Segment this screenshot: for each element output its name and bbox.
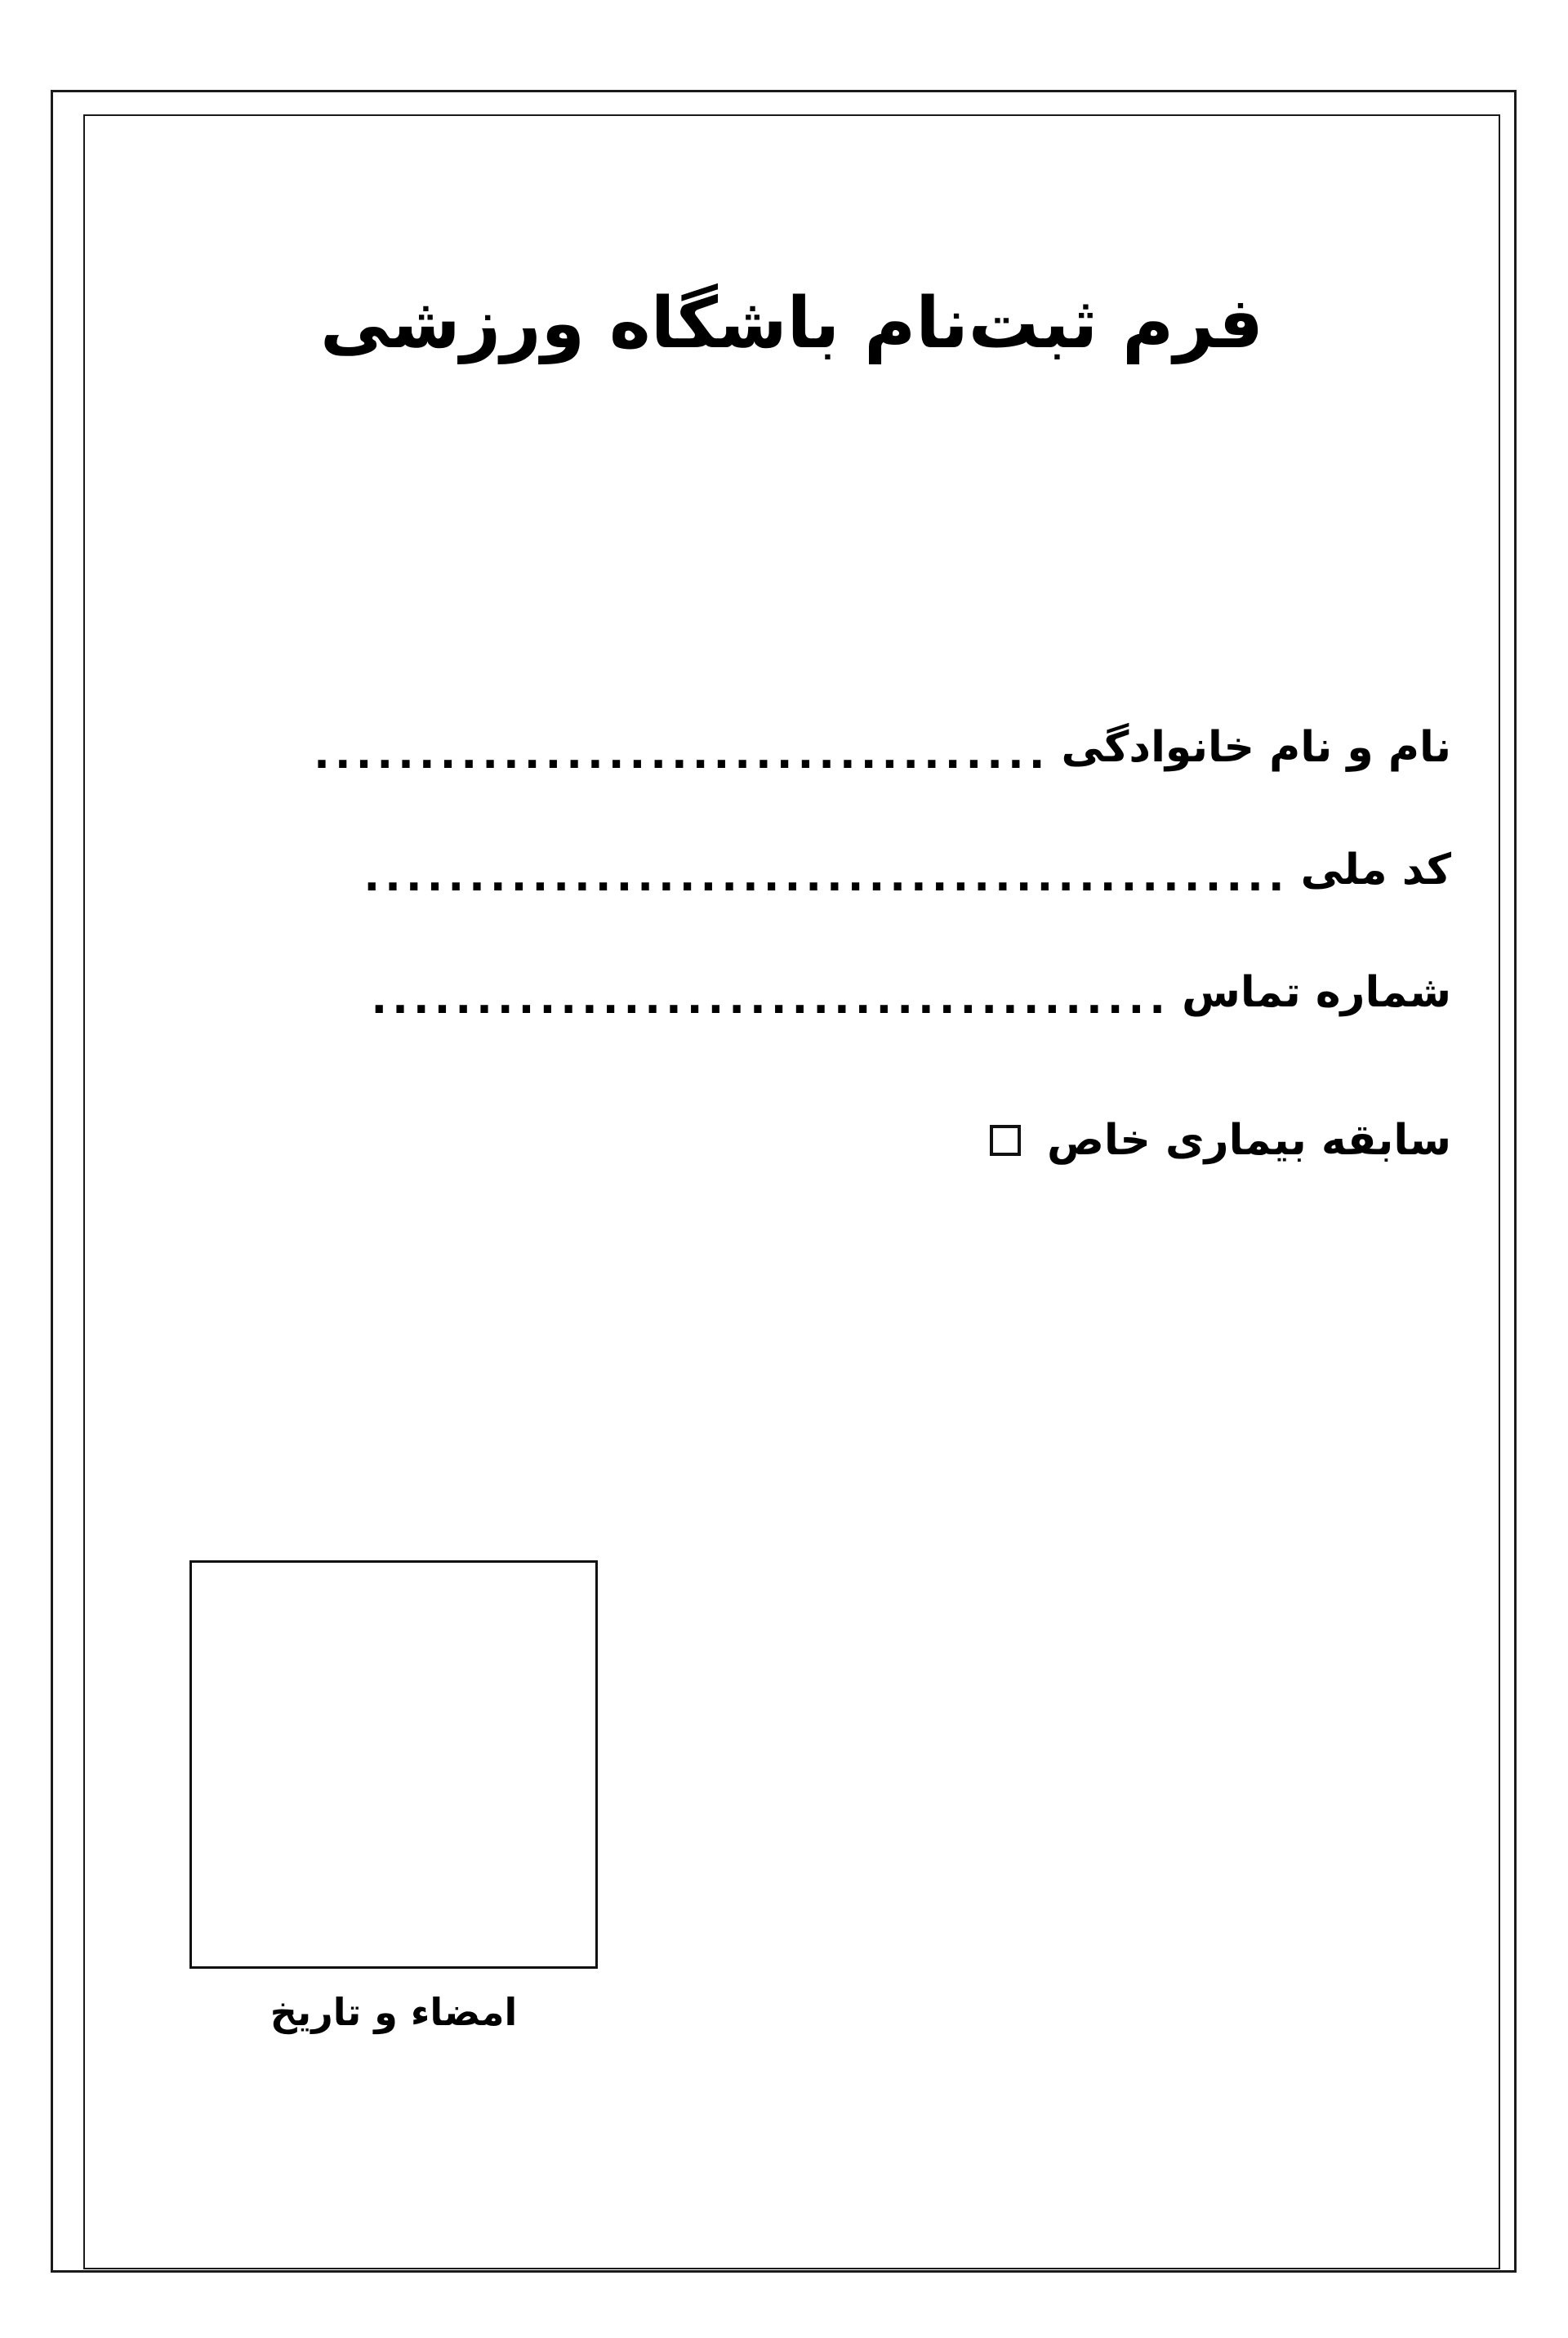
document-content [83,114,1500,2269]
field-row-phone-number [132,931,1451,1054]
field-input-full-name[interactable]: ................................... [314,733,1050,775]
page-title: فرم ثبت‌نام باشگاه ورزشی [320,283,1263,364]
signature-section [173,1560,598,2034]
field-label-phone-number: شماره تماس [1182,968,1451,1017]
field-label-full-name: نام و نام خانوادگی [1061,723,1451,772]
signature-box[interactable] [189,1560,598,1969]
field-row-national-id [132,809,1451,931]
field-input-phone-number[interactable]: ...................................... [371,978,1171,1020]
field-input-national-id[interactable]: ............................................ [363,855,1290,898]
field-row-medical-history [132,1075,1451,1206]
field-label-medical-history: سابقه بیماری خاص [1046,1116,1451,1165]
fields-section [132,686,1451,1206]
field-label-national-id: کد ملی [1300,846,1451,895]
field-row-full-name [132,686,1451,809]
signature-caption: امضاء و تاریخ [270,1990,518,2034]
checkbox-medical-history[interactable] [990,1125,1021,1156]
